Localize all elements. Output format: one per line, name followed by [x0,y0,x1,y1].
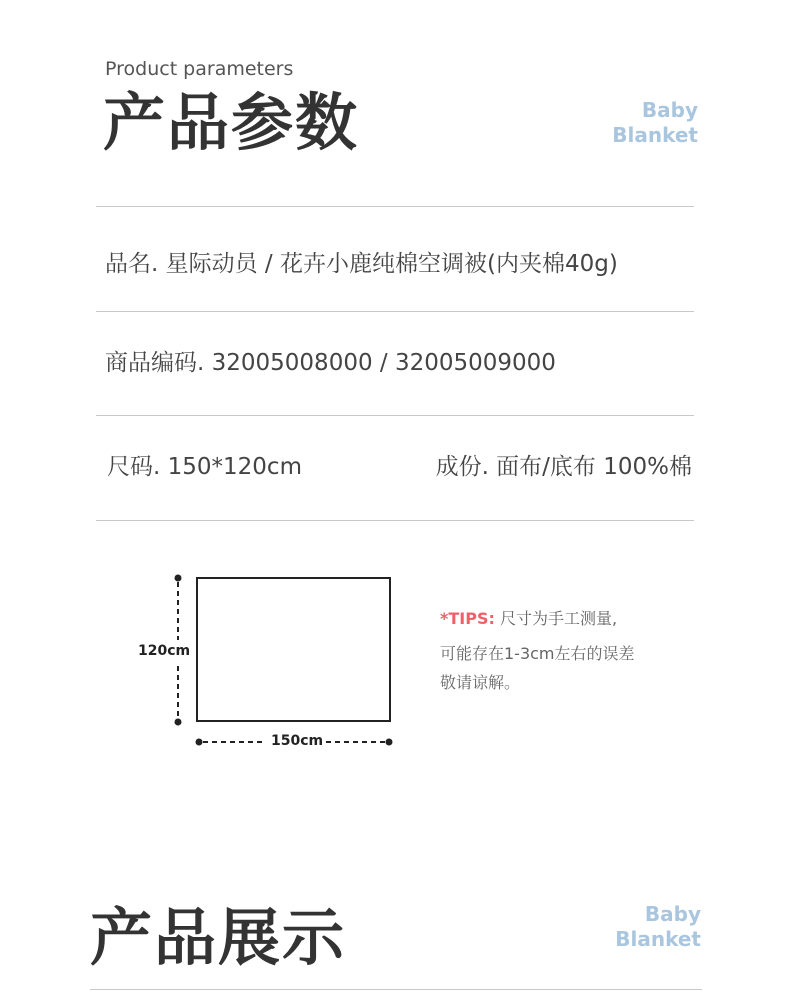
divider [90,989,702,990]
tips-line-2: 可能存在1-3cm左右的误差 [440,644,635,663]
brand-label [615,902,701,952]
param-product-code: 商品编码. 32005008000 / 32005009000 [105,350,556,376]
dimension-dot-bottom [175,719,182,726]
param-material: 成份. 面布/底布 100%棉 [435,454,692,480]
brand-label [612,98,698,148]
section-subtitle: Product parameters [105,58,294,80]
dimension-lines [160,570,405,755]
dimension-dot-left [196,739,203,746]
width-dimension-label: 150cm [271,733,324,749]
tips-note [440,601,635,700]
dimension-dot-top [175,575,182,582]
divider [96,520,694,521]
tips-label: *TIPS: [440,609,495,628]
dimension-dot-right [386,739,393,746]
height-dimension-label: 120cm [138,643,191,659]
tips-line-1 [440,601,635,636]
brand-line-blanket: Blanket [615,927,701,951]
section-title-params: 产品参数 [103,86,360,159]
tips-line-3: 敬请谅解。 [440,673,521,692]
brand-line-blanket: Blanket [612,123,698,147]
divider [96,415,694,416]
divider [96,311,694,312]
section-title-display: 产品展示 [90,901,347,974]
param-product-name: 品名. 星际动员 / 花卉小鹿纯棉空调被(内夹棉40g) [105,251,618,277]
divider [96,206,694,207]
param-size: 尺码. 150*120cm [107,454,302,480]
brand-line-baby: Baby [644,902,701,926]
brand-line-baby: Baby [641,98,698,122]
tips-text-1: 尺寸为手工测量, [499,609,618,628]
